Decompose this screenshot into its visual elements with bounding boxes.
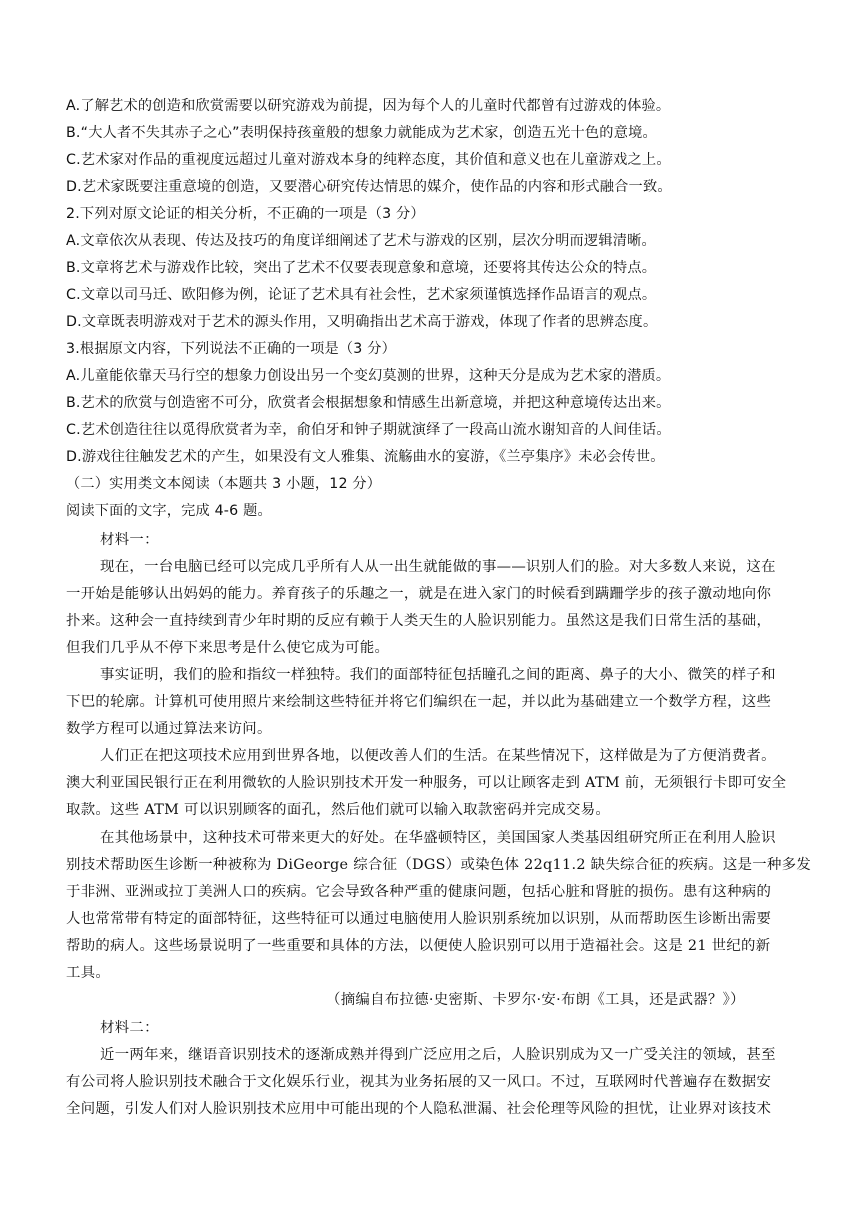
q1-option-b: B.“大人者不失其赤子之心”表明保持孩童般的想象力就能成为艺术家，创造五光十色的意境。 (66, 125, 657, 141)
material1-p3-line: 澳大利亚国民银行正在利用微软的人脸识别技术开发一种服务，可以让顾客走到 ATM 前，无须银行卡即可安全 (66, 775, 787, 791)
q1-option-a: A.了解艺术的创造和欣赏需要以研究游戏为前提，因为每个人的儿童时代都曾有过游戏的体验。 (66, 98, 671, 114)
q2-option-a: A.文章依次从表现、传达及技巧的角度详细阐述了艺术与游戏的区别，层次分明而逻辑清晰。 (66, 233, 656, 249)
q2-option-d: D.文章既表明游戏对于艺术的源头作用，又明确指出艺术高于游戏，体现了作者的思辨态度。 (66, 314, 658, 330)
material1-p3-line: 取款。这些 ATM 可以识别顾客的面孔，然后他们就可以输入取款密码并完成交易。 (66, 802, 611, 818)
q1-option-d: D.艺术家既要注重意境的创造，又要潜心研究传达情思的媒介，使作品的内容和形式融合一致。 (66, 179, 672, 195)
material1-p3-line: 人们正在把这项技术应用到世界各地，以便改善人们的生活。在某些情况下，这样做是为了方便消费者。 (100, 748, 776, 764)
material2-p1-line: 全问题，引发人们对人脸识别技术应用中可能出现的个人隐私泄漏、社会伦理等风险的担忧，让业界对该技术 (66, 1101, 772, 1117)
material1-p1-line: 一开始是能够认出妈妈的能力。养育孩子的乐趣之一，就是在进入家门的时候看到蹒跚学步的孩子激动地向你 (66, 586, 772, 602)
q3-option-c: C.艺术创造往往以觅得欣赏者为幸，俞伯牙和钟子期就演绎了一段高山流水谢知音的人间佳话。 (66, 422, 671, 438)
material2-label: 材料二： (100, 1020, 159, 1036)
section-instruction: 阅读下面的文字，完成 4-6 题。 (66, 503, 272, 519)
q3-stem: 3.根据原文内容，下列说法不正确的一项是（3 分） (66, 341, 397, 357)
material1-p4-line: 别技术帮助医生诊断一种被称为 DiGeorge 综合征（DGS）或染色体 22q11.2 缺失综合征的疾病。这是一种多发 (66, 857, 812, 873)
material2-p1-line: 近一两年来，继语音识别技术的逐渐成熟并得到广泛应用之后，人脸识别成为又一广受关注的领域，甚至 (100, 1047, 776, 1063)
q3-option-d: D.游戏往往触发艺术的产生，如果没有文人雅集、流觞曲水的宴游，《兰亭集序》未必会传世。 (66, 449, 665, 465)
material1-p2-line: 下巴的轮廓。计算机可使用照片来绘制这些特征并将它们编织在一起，并以此为基础建立一个数学方程，这些 (66, 694, 772, 710)
material1-source: （摘编自布拉德·史密斯、卡罗尔·安·布朗《工具，还是武器？》） (326, 992, 745, 1008)
material1-label: 材料一： (100, 532, 159, 548)
material1-p4-line: 工具。 (66, 965, 111, 981)
material1-p2-line: 数学方程可以通过算法来访问。 (66, 721, 272, 737)
section-heading: （二）实用类文本阅读（本题共 3 小题，12 分） (66, 476, 382, 492)
material1-p1-line: 现在，一台电脑已经可以完成几乎所有人从一出生就能做的事——识别人们的脸。对大多数人来说，这在 (100, 559, 776, 575)
material2-p1-line: 有公司将人脸识别技术融合于文化娱乐行业，视其为业务拓展的又一风口。不过，互联网时代普遍存在数据安 (66, 1074, 772, 1090)
q2-option-b: B.文章将艺术与游戏作比较，突出了艺术不仅要表现意象和意境，还要将其传达公众的特点。 (66, 260, 657, 276)
q3-option-b: B.艺术的欣赏与创造密不可分，欣赏者会根据想象和情感生出新意境，并把这种意境传达出来。 (66, 395, 671, 411)
material1-p1-line: 但我们几乎从不停下来思考是什么使它成为可能。 (66, 640, 390, 656)
q1-option-c: C.艺术家对作品的重视度远超过儿童对游戏本身的纯粹态度，其价值和意义也在儿童游戏之上。 (66, 152, 671, 168)
material1-p4-line: 在其他场景中，这种技术可带来更大的好处。在华盛顿特区，美国国家人类基因组研究所正在利用人脸识 (100, 830, 776, 846)
material1-p4-line: 人也常常带有特定的面部特征，这些特征可以通过电脑使用人脸识别系统加以识别，从而帮助医生诊断出需要 (66, 911, 772, 927)
material1-p4-line: 于非洲、亚洲或拉丁美洲人口的疾病。它会导致各种严重的健康问题，包括心脏和肾脏的损伤。患有这种病的 (66, 884, 772, 900)
q2-stem: 2.下列对原文论证的相关分析，不正确的一项是（3 分） (66, 206, 425, 222)
q2-option-c: C.文章以司马迁、欧阳修为例，论证了艺术具有社会性，艺术家须谨慎选择作品语言的观点。 (66, 287, 657, 303)
q3-option-a: A.儿童能依靠天马行空的想象力创设出另一个变幻莫测的世界，这种天分是成为艺术家的潜质。 (66, 368, 671, 384)
material1-p1-line: 扑来。这种会一直持续到青少年时期的反应有赖于人类天生的人脸识别能力。虽然这是我们日常生活的基础， (66, 613, 772, 629)
material1-p2-line: 事实证明，我们的脸和指纹一样独特。我们的面部特征包括瞳孔之间的距离、鼻子的大小、微笑的样子和 (100, 667, 776, 683)
material1-p4-line: 帮助的病人。这些场景说明了一些重要和具体的方法，以便使人脸识别可以用于造福社会。这是 21 世纪的新 (66, 938, 771, 954)
